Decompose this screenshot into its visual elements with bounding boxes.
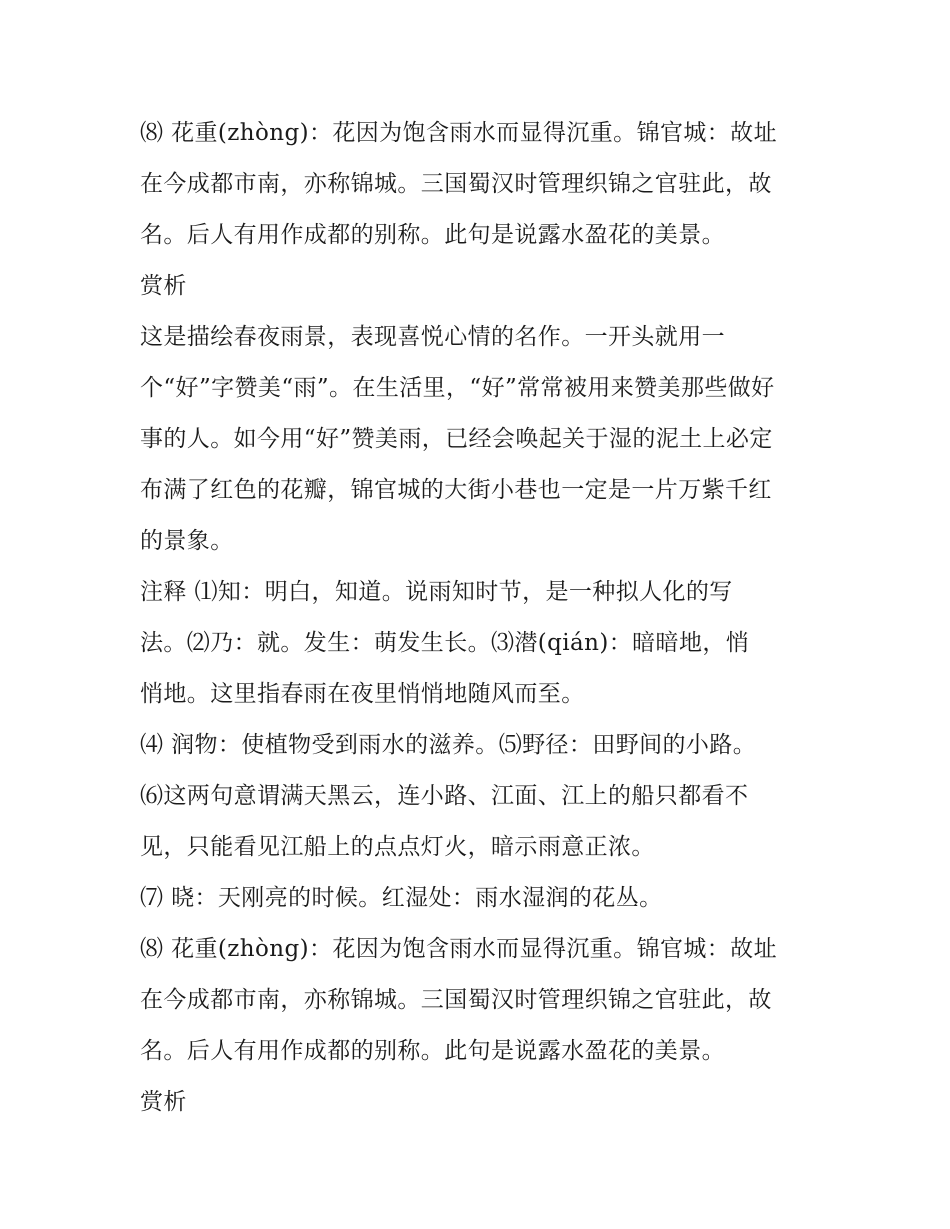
document-page [140,108,820,1128]
text-line: ⑻ 花重(zhòng)：花因为饱含雨水而显得沉重。锦官城：故址 [140,936,777,962]
text-line: ⑹这两句意谓满天黑云，连小路、江面、江上的船只都看不 [140,783,749,809]
text-line: ⑻ 花重(zhòng)：花因为饱含雨水而显得沉重。锦官城：故址 [140,120,777,146]
text-line: 事的人。如今用“好”赞美雨，已经会唤起关于湿的泥土上必定 [140,426,773,452]
text-line: 在今成都市南，亦称锦城。三国蜀汉时管理织锦之官驻此，故 [140,987,772,1013]
text-line: 布满了红色的花瓣，锦官城的大街小巷也一定是一片万紫千红 [140,477,772,503]
text-line: 在今成都市南，亦称锦城。三国蜀汉时管理织锦之官驻此，故 [140,171,772,197]
section-heading: 赏析 [140,1089,187,1115]
text-line: 个“好”字赞美“雨”。在生活里，“好”常常被用来赞美那些做好 [140,375,775,401]
text-line: 的景象。 [140,528,234,554]
section-heading: 赏析 [140,273,187,299]
text-line: 见，只能看见江船上的点点灯火，暗示雨意正浓。 [140,834,655,860]
text-line: 名。后人有用作成都的别称。此句是说露水盈花的美景。 [140,1038,725,1064]
text-line: 悄地。这里指春雨在夜里悄悄地随风而至。 [140,681,585,707]
text-line: 注释 ⑴知：明白，知道。说雨知时节，是一种拟人化的写 [140,579,733,605]
text-line: 法。⑵乃：就。发生：萌发生长。⑶潜(qián)：暗暗地，悄 [140,630,750,656]
text-line: 这是描绘春夜雨景，表现喜悦心情的名作。一开头就用一 [140,324,725,350]
text-line: 名。后人有用作成都的别称。此句是说露水盈花的美景。 [140,222,725,248]
text-line: ⑺ 晓：天刚亮的时候。红湿处：雨水湿润的花丛。 [140,885,663,911]
text-line: ⑷ 润物：使植物受到雨水的滋养。⑸野径：田野间的小路。 [140,732,757,758]
